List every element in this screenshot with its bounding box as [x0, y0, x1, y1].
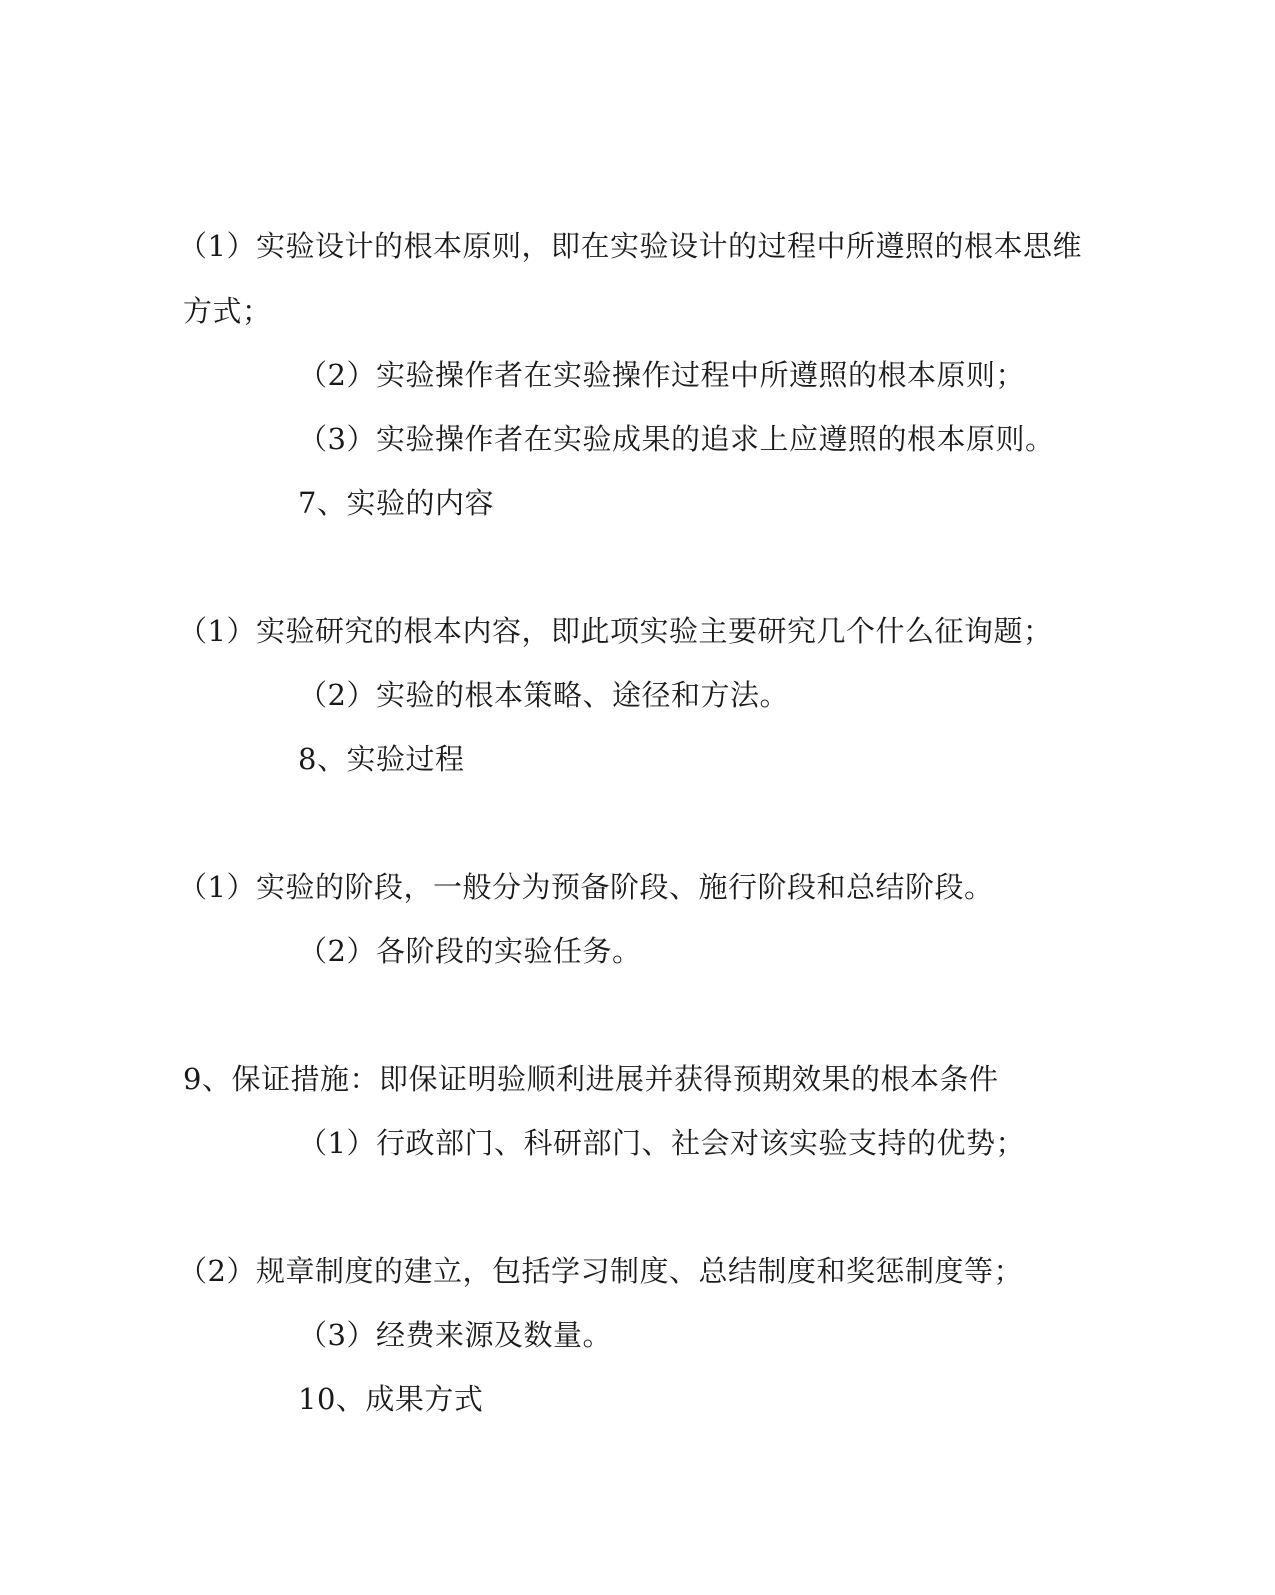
process-item-2: （2）各阶段的实验任务。 — [298, 934, 642, 968]
principle-item-1: （1）实验设计的根本原则，即在实验设计的过程中所遵照的根本思维 — [178, 229, 1082, 263]
section-heading-8: 8、实验过程 — [298, 742, 465, 776]
process-item-1: （1）实验的阶段，一般分为预备阶段、施行阶段和总结阶段。 — [178, 870, 994, 904]
content-item-1: （1）实验研究的根本内容，即此项实验主要研究几个什么征询题； — [178, 614, 1053, 648]
section-heading-10: 10、成果方式 — [298, 1382, 484, 1416]
principle-item-2: （2）实验操作者在实验操作过程中所遵照的根本原则； — [298, 358, 1025, 392]
principle-item-1-continuation: 方式； — [183, 294, 272, 328]
section-heading-9: 9、保证措施：即保证明验顺利进展并获得预期效果的根本条件 — [183, 1062, 999, 1096]
measure-item-3: （3）经费来源及数量。 — [298, 1318, 612, 1352]
measure-item-1: （1）行政部门、科研部门、社会对该实验支持的优势； — [298, 1126, 1025, 1160]
measure-item-2: （2）规章制度的建立，包括学习制度、总结制度和奖惩制度等； — [178, 1254, 1023, 1288]
content-item-2: （2）实验的根本策略、途径和方法。 — [298, 678, 789, 712]
principle-item-3: （3）实验操作者在实验成果的追求上应遵照的根本原则。 — [298, 422, 1055, 456]
section-heading-7: 7、实验的内容 — [298, 486, 494, 520]
